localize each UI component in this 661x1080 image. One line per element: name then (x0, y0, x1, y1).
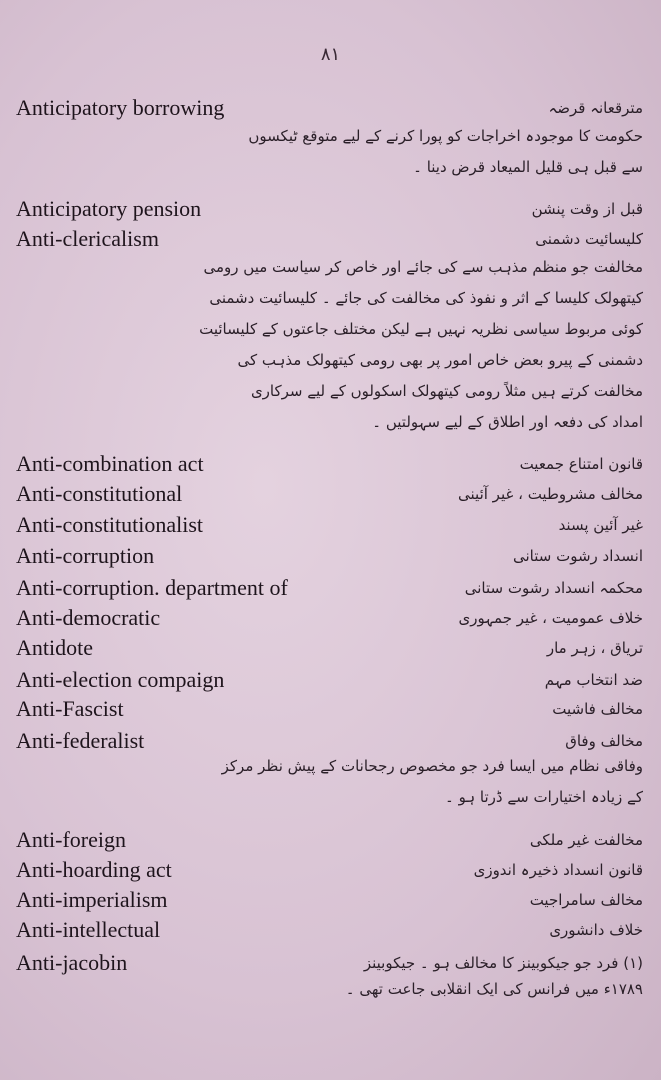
entry-term: Anti-clericalism (16, 226, 159, 251)
entry-term: Anti-Fascist (16, 696, 124, 721)
entry-description-line: ۱۷۸۹ء میں فرانس کی ایک انقلابی جاعت تھی ۔ (345, 980, 643, 998)
entry-description-line: کیتھولک کلیسا کے اثر و نفوذ کی مخالفت کی جائے ۔ کلیسائیت دشمنی (209, 289, 643, 307)
entry-description-line: کوئی مربوط سیاسی نظریہ نہیں ہے لیکن مختلف جاعتوں کے کلیسائیت (199, 320, 643, 338)
entry-term: Anti-jacobin (16, 950, 128, 975)
entry-description-line: حکومت کا موجودہ اخراجات کو پورا کرنے کے لیے متوقع ٹیکسوں (248, 127, 643, 145)
entry-description-line: دشمنی کے پیرو بعض خاص امور پر بھی رومی کیتھولک مذہب کی (237, 351, 643, 369)
entry-term: Anticipatory borrowing (16, 95, 225, 120)
entry-description-line: سے قبل ہی قلیل المیعاد قرض دینا ۔ (413, 158, 643, 176)
entry-translation: تریاق ، زہر مار (546, 639, 643, 657)
entry-translation: مخالف مشروطیت ، غیر آئینی (458, 485, 643, 503)
entry-term: Anti-hoarding act (16, 857, 172, 882)
entry-term: Anti-corruption. department of (16, 575, 288, 600)
entry-term: Anti-combination act (16, 451, 204, 476)
entry-translation: (۱) فرد جو جیکوبینز کا مخالف ہو ۔ جیکوبینز (363, 954, 643, 972)
entry-translation: مخالف سامراجیت (529, 891, 643, 909)
entry-translation: انسداد رشوت ستانی (512, 547, 643, 565)
entry-translation: ضد انتخاب مہم (544, 671, 643, 689)
entry-term: Anti-imperialism (16, 887, 168, 912)
entry-translation: غیر آئین پسند (558, 516, 643, 534)
entry-term: Anti-constitutionalist (16, 512, 203, 537)
entry-term: Anti-corruption (16, 543, 155, 568)
entry-translation: قبل از وقت پنشن (531, 200, 643, 218)
entry-translation: مخالفت غیر ملکی (529, 831, 643, 849)
entry-translation: مخالف وفاق (565, 732, 643, 750)
entry-description-line: مخالفت جو منظم مذہب سے کی جائے اور خاص کر سیاست میں رومی (203, 258, 643, 276)
entry-term: Anti-foreign (16, 827, 126, 852)
entry-term: Anti-election compaign (16, 667, 225, 692)
entry-description-line: کے زیادہ اختیارات سے ڈرتا ہو ۔ (445, 788, 643, 806)
entry-term: Anti-federalist (16, 728, 145, 753)
entry-translation: مترقعانہ قرضہ (548, 99, 643, 117)
entry-description-line: مخالفت کرتے ہیں مثلاً رومی کیتھولک اسکولوں کے لیے سرکاری (250, 382, 643, 400)
page-number: ۸۱ (320, 44, 341, 65)
entry-translation: قانون انسداد ذخیرہ اندوزی (473, 861, 643, 879)
entry-term: Antidote (16, 635, 93, 660)
entry-term: Anti-intellectual (16, 917, 161, 942)
entry-translation: خلاف دانشوری (549, 921, 643, 939)
entry-term: Anti-democratic (16, 605, 161, 630)
entry-term: Anticipatory pension (16, 196, 202, 221)
entry-translation: خلاف عمومیت ، غیر جمہوری (458, 609, 643, 627)
entry-translation: محکمہ انسداد رشوت ستانی (464, 579, 643, 597)
entry-term: Anti-constitutional (16, 481, 183, 506)
entry-translation: قانون امتناع جمعیت (519, 455, 643, 473)
entry-translation: مخالف فاشیت (552, 700, 643, 718)
entry-description-line: امداد کی دفعہ اور اطلاق کے لیے سہولتیں ۔ (372, 413, 643, 431)
entry-description-line: وفاقی نظام میں ایسا فرد جو مخصوص رجحانات کے پیش نظر مرکز (221, 757, 643, 775)
entry-translation: کلیسائیت دشمنی (535, 230, 643, 248)
